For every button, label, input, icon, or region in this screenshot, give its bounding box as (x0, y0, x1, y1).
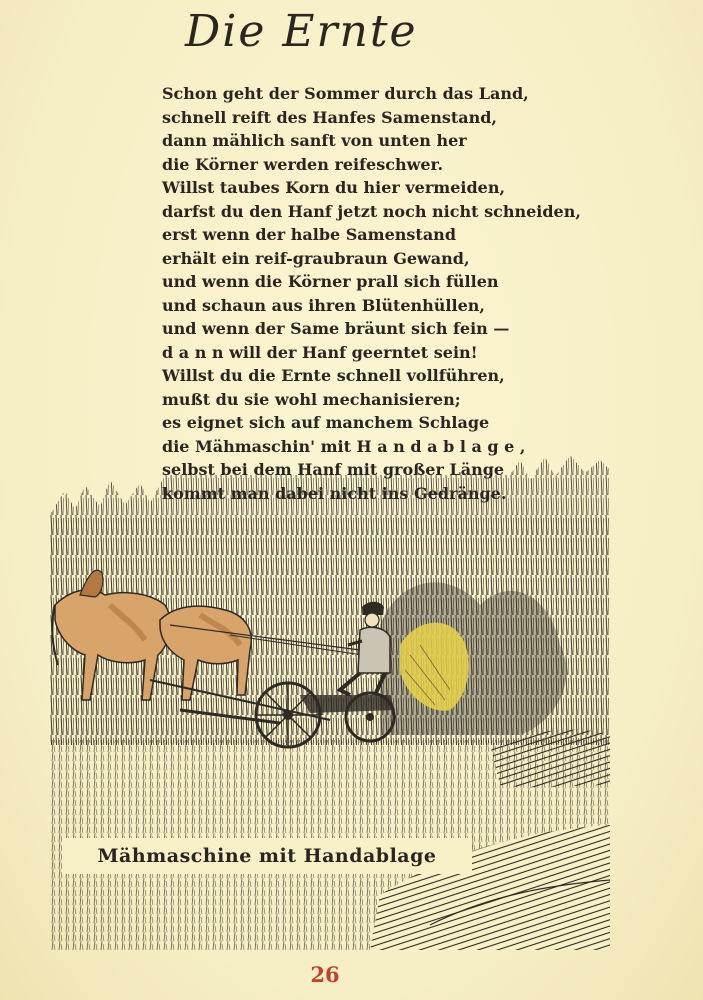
poem-line: selbst bei dem Hanf mit großer Länge (162, 460, 505, 479)
poem-line: erhält ein reif-graubraun Gewand, (162, 248, 470, 268)
poem-line: es eignet sich auf manchem Schlage (162, 413, 490, 432)
illustration-caption: Mähmaschine mit Handablage (62, 838, 472, 874)
poem-line: die Mähmaschin' mit H a n d a b l a g e , (162, 436, 526, 456)
poem-line: erst wenn der halbe Samenstand (162, 225, 456, 244)
poem-line: schnell reift des Hanfes Samenstand, (162, 107, 497, 127)
poem-line: Schon geht der Sommer durch das Land, (162, 84, 529, 103)
poem-line: dann mählich sanft von unten her (162, 131, 467, 150)
harvest-illustration (50, 455, 610, 950)
poem (162, 82, 582, 505)
page-heading: Die Ernte (185, 6, 418, 57)
poem-line: darfst du den Hanf jetzt noch nicht schneiden, (162, 201, 581, 221)
poem-line: d a n n will der Hanf geerntet sein! (162, 342, 478, 362)
poem-line: und wenn der Same bräunt sich fein — (162, 319, 510, 338)
poem-line: und wenn die Körner prall sich füllen (162, 272, 499, 291)
poem-line: Willst du die Ernte schnell vollführen, (162, 366, 505, 385)
poem-line: die Körner werden reifeschwer. (162, 154, 444, 174)
poem-line: Willst taubes Korn du hier vermeiden, (162, 178, 506, 197)
poem-line: mußt du sie wohl mechanisieren; (162, 389, 461, 409)
poem-line: und schaun aus ihren Blütenhüllen, (162, 295, 485, 315)
page-number: 26 (310, 962, 340, 987)
harvest-drawing (50, 455, 610, 950)
